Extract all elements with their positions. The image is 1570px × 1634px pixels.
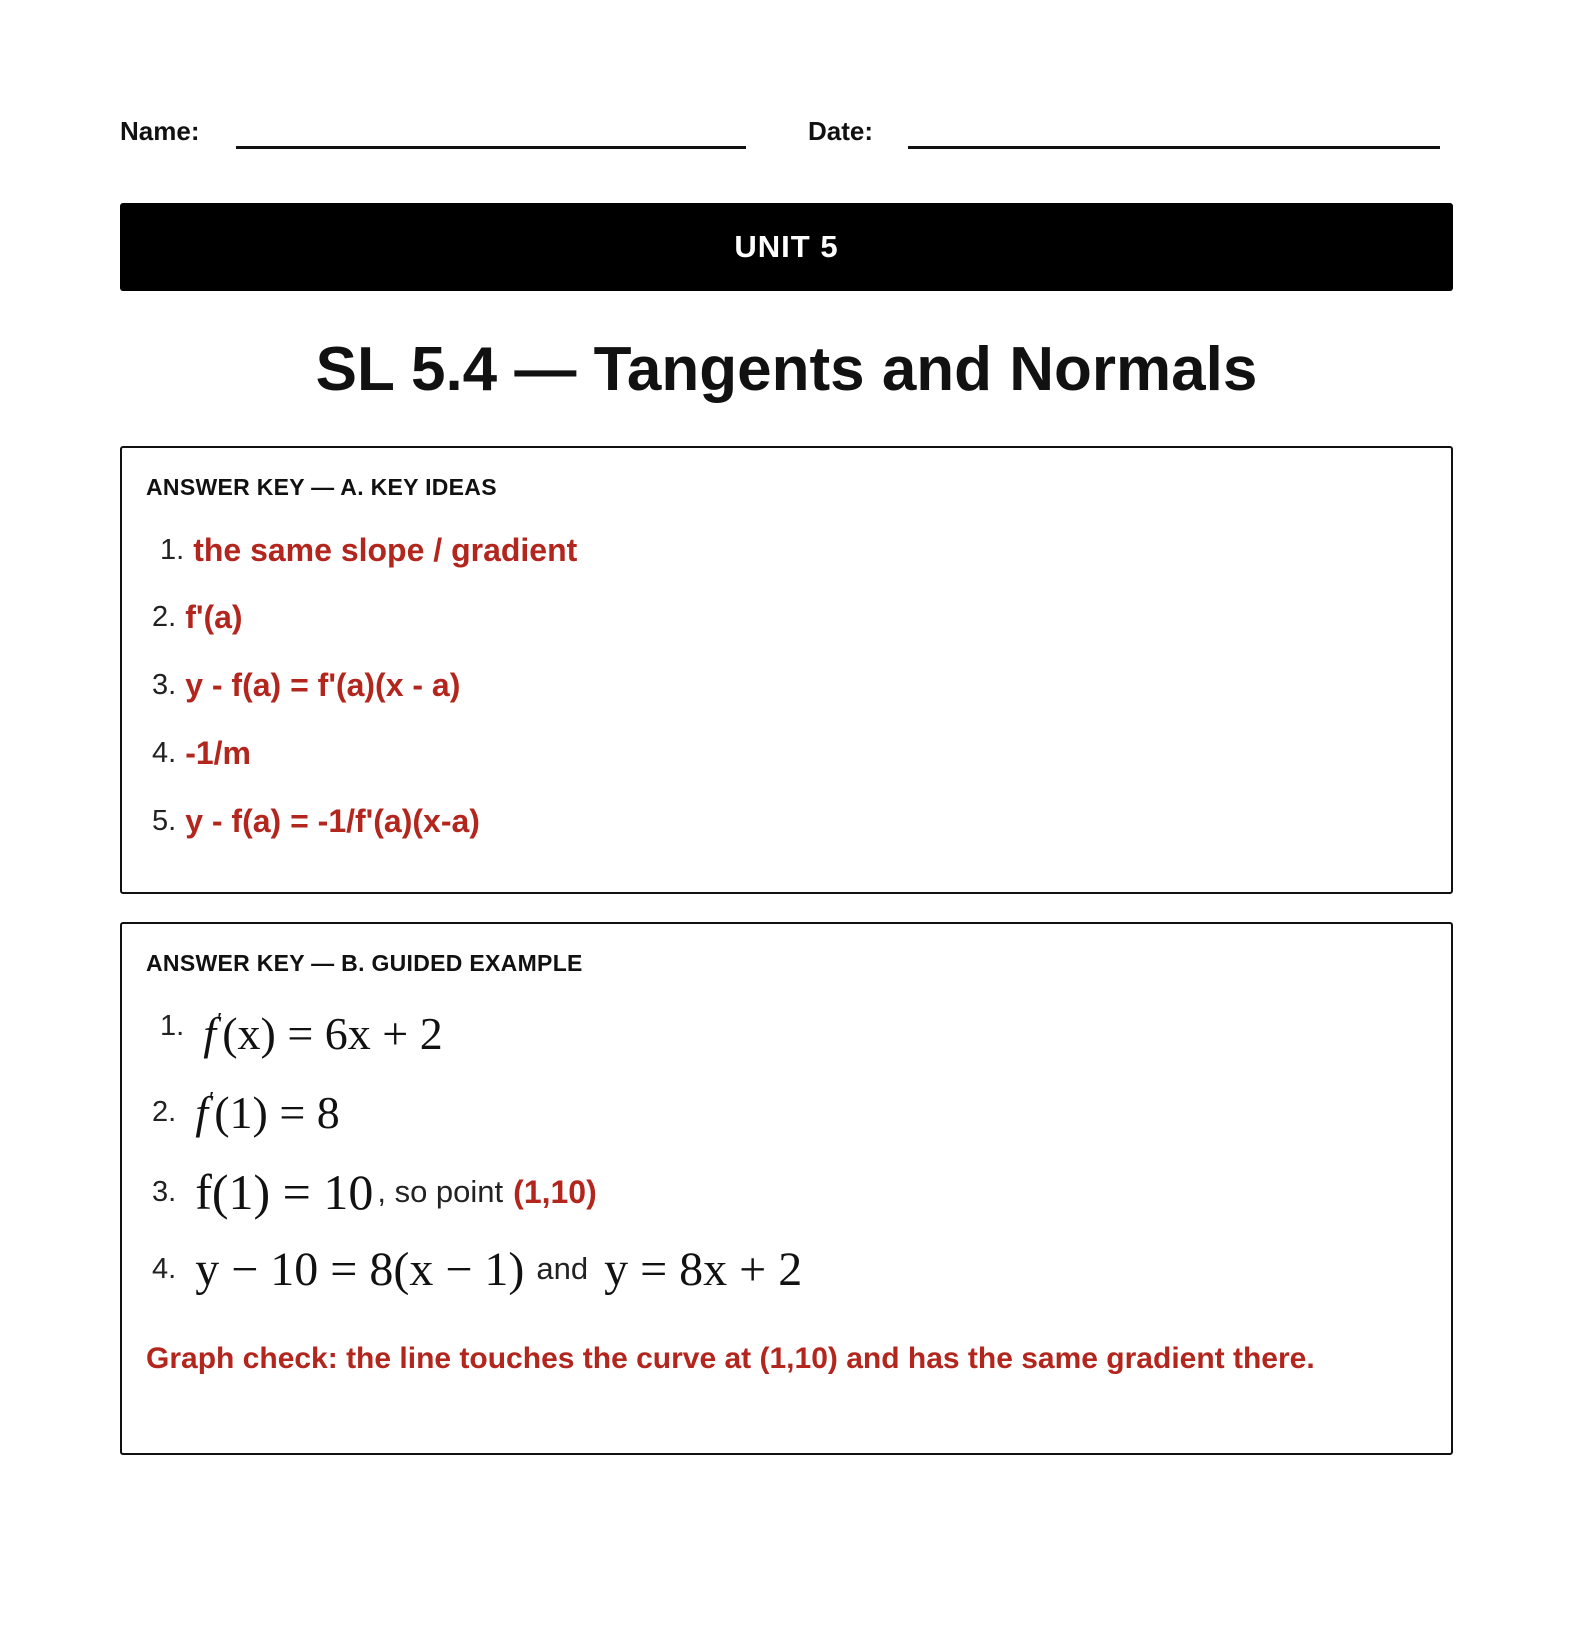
guided-item-3	[152, 1164, 597, 1220]
name-label: Name:	[120, 116, 200, 146]
item-number: 2.	[152, 1095, 177, 1128]
key-idea-item	[152, 660, 460, 710]
function-value: f(1) = 10	[195, 1164, 374, 1220]
item-number: 1.	[160, 533, 185, 566]
item-number: 2.	[152, 600, 177, 633]
answer-key-b-box	[120, 922, 1453, 1455]
key-idea-item	[152, 796, 480, 846]
item-number: 4.	[152, 1252, 177, 1285]
item-answer: y - f(a) = -1/f'(a)(x-a)	[185, 802, 480, 839]
item-number: 3.	[152, 1175, 177, 1208]
tangent-point-slope: y − 10 = 8(x − 1)	[195, 1242, 525, 1296]
guided-item-1	[160, 1008, 443, 1058]
guided-item-4	[152, 1244, 802, 1294]
tangent-slope-intercept: y = 8x + 2	[604, 1242, 803, 1296]
key-idea-item	[152, 592, 243, 642]
name-date-row	[120, 112, 1445, 152]
answer-key-a-box	[120, 446, 1453, 894]
derivative-expression: f′(x) = 6x + 2	[203, 1007, 443, 1059]
guided-item-2	[152, 1087, 340, 1137]
item-number: 1.	[160, 1010, 185, 1042]
unit-banner: UNIT 5	[120, 203, 1453, 291]
name-line[interactable]	[236, 146, 746, 149]
date-label: Date:	[808, 116, 874, 146]
point-coordinates: (1,10)	[513, 1173, 597, 1210]
section-b-heading: ANSWER KEY — B. GUIDED EXAMPLE	[146, 950, 583, 976]
date-line[interactable]	[908, 146, 1440, 149]
graph-check-note: Graph check: the line touches the curve at (1,10) and has the same gradient there.	[146, 1342, 1315, 1375]
expression-rest: (x) = 6x + 2	[222, 1007, 443, 1059]
page-title: SL 5.4 — Tangents and Normals	[315, 335, 1258, 404]
item-answer: the same slope / gradient	[193, 531, 578, 568]
and-connector: and	[536, 1251, 589, 1286]
item-answer: f'(a)	[185, 598, 243, 635]
item-answer: -1/m	[185, 734, 251, 771]
section-a-heading: ANSWER KEY — A. KEY IDEAS	[146, 474, 497, 500]
derivative-value: f′(1) = 8	[195, 1086, 340, 1138]
item-number: 4.	[152, 736, 177, 769]
key-idea-item	[160, 525, 577, 575]
key-idea-item	[152, 728, 251, 778]
item-number: 3.	[152, 668, 177, 701]
expression-rest: (1) = 8	[214, 1086, 340, 1138]
item-number: 5.	[152, 804, 177, 837]
so-point-text: , so point	[377, 1174, 504, 1209]
item-answer: y - f(a) = f'(a)(x - a)	[185, 666, 461, 703]
